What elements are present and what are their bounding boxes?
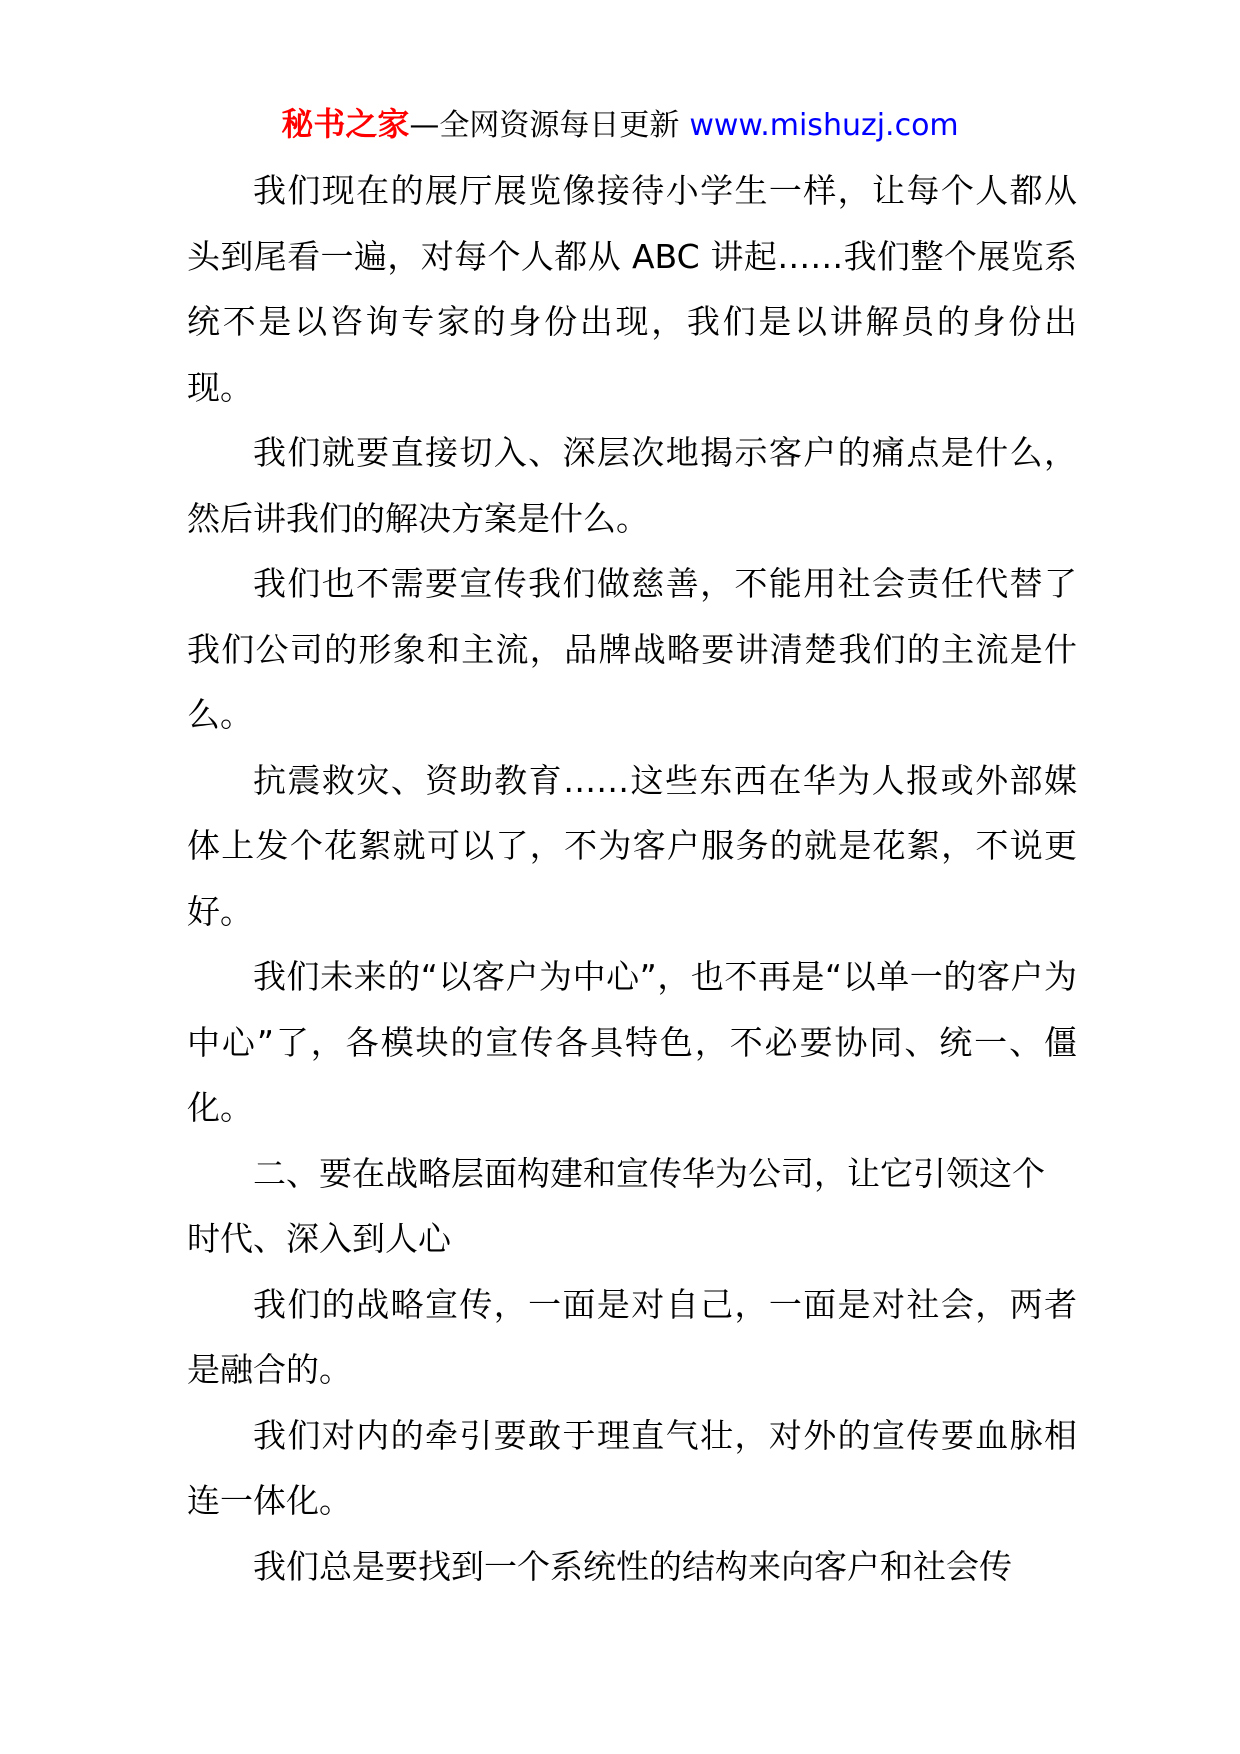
paragraph: 我们未来的“以客户为中心”，也不再是“以单一的客户为中心”了，各模块的宣传各具特色，不必要协同、统一、僵化。 — [187, 957, 1077, 1127]
section-heading: 二、要在战略层面构建和宣传华为公司，让它引领这个时代、深入到人心 — [187, 1153, 1045, 1258]
paragraph: 我们总是要找到一个系统性的结构来向客户和社会传 — [253, 1546, 1012, 1586]
site-url-link[interactable]: www.mishuzj.com — [689, 108, 959, 143]
paragraph: 抗震救灾、资助教育……这些东西在华为人报或外部媒体上发个花絮就可以了，不为客户服务的就是花絮，不说更好。 — [187, 760, 1077, 931]
brand-name: 秘书之家 — [281, 105, 410, 143]
page-header — [0, 100, 1240, 150]
document-body — [187, 158, 1077, 1599]
paragraph: 我们的战略宣传，一面是对自己，一面是对社会，两者是融合的。 — [187, 1284, 1077, 1389]
paragraph: 我们也不需要宣传我们做慈善，不能用社会责任代替了我们公司的形象和主流，品牌战略要讲清楚我们的主流是什么。 — [187, 564, 1077, 734]
paragraph: 我们就要直接切入、深层次地揭示客户的痛点是什么，然后讲我们的解决方案是什么。 — [187, 433, 1077, 538]
paragraph: 我们对内的牵引要敢于理直气壮，对外的宣传要血脉相连一体化。 — [187, 1415, 1077, 1520]
header-tagline: —全网资源每日更新 — [409, 108, 680, 143]
paragraph: 我们现在的展厅展览像接待小学生一样，让每个人都从头到尾看一遍，对每个人都从 ABC 讲起……我们整个展览系统不是以咨询专家的身份出现，我们是以讲解员的身份出现。 — [187, 171, 1077, 407]
